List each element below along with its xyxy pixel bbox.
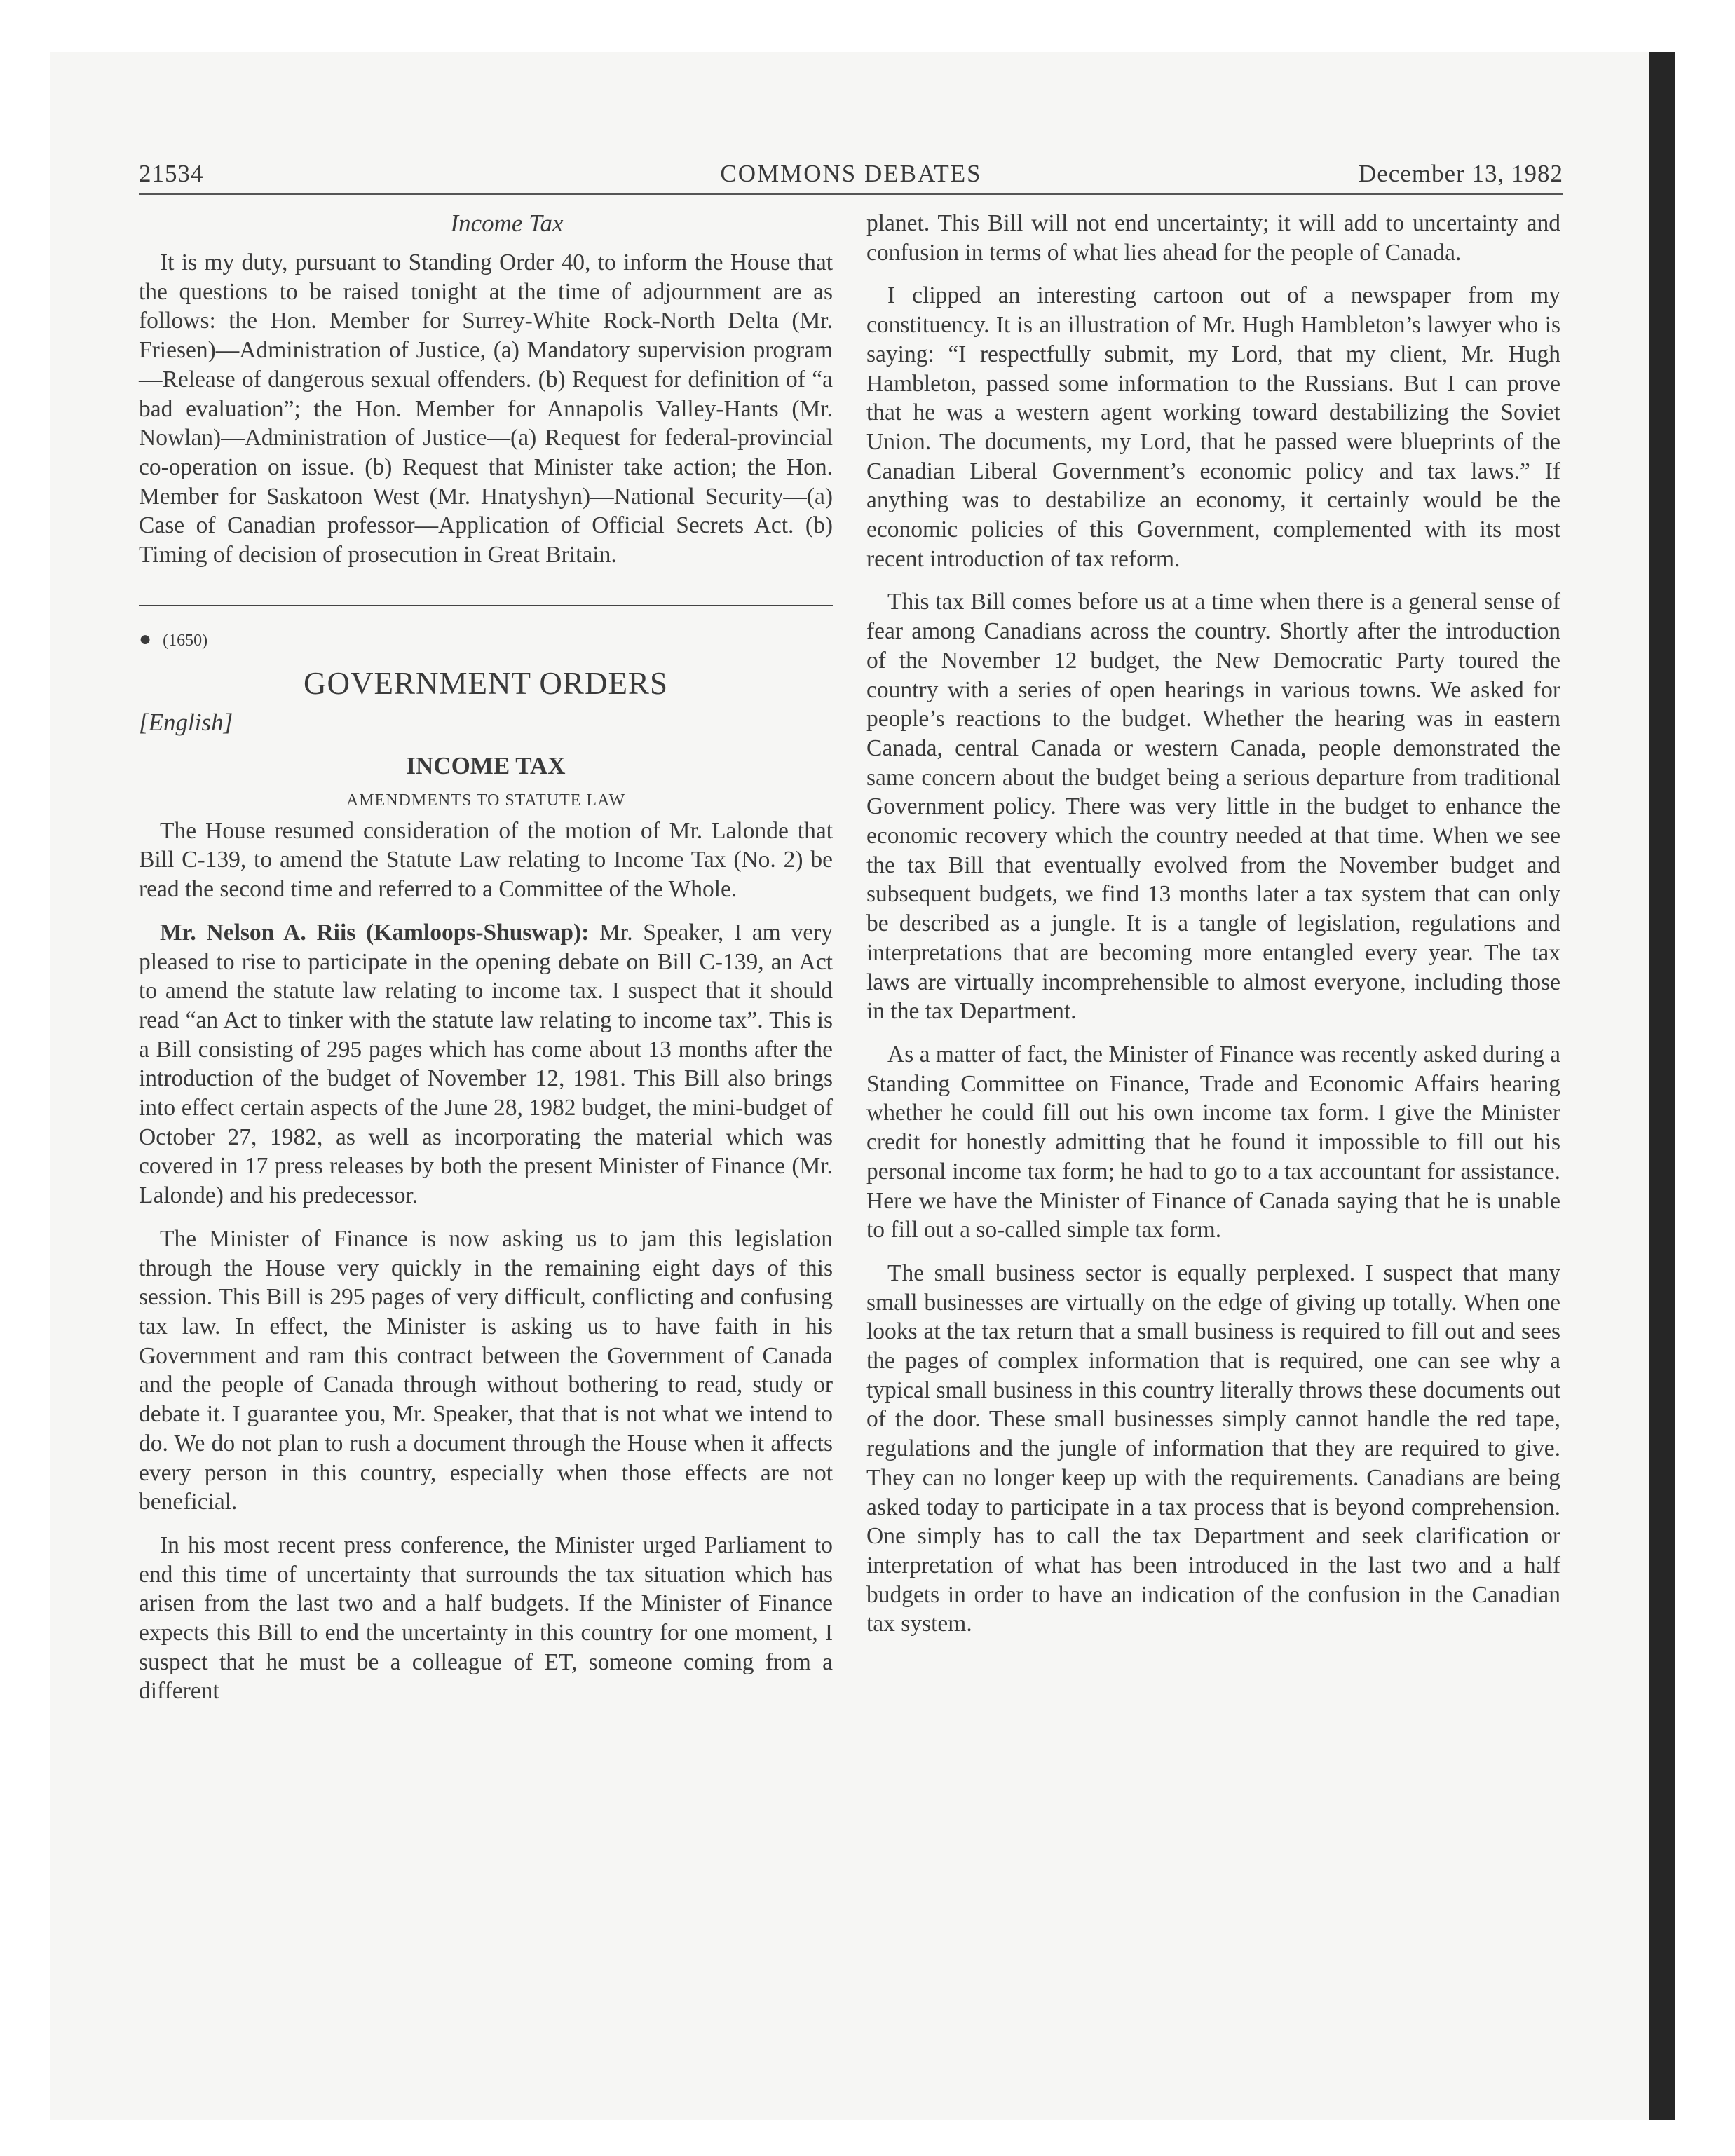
speech-paragraph: In his most recent press conference, the Minister urged Parliament to end this time of uncertainty that surrounds the tax situation which has arisen from the last two and a half budgets. If the Minister of Finance expects this Bill to end the uncertainty in this country for one moment, I suspect that he must be a colleague of ET, someone coming from a different	[139, 1531, 833, 1705]
header-rule	[139, 193, 1563, 195]
issue-date: December 13, 1982	[1358, 160, 1563, 187]
bullet-icon: ●	[139, 627, 152, 650]
language-note: [English]	[139, 708, 233, 736]
speech-paragraph: planet. This Bill will not end uncertainty; it will add to uncertainty and confusion in terms of what lies ahead for the people of Canada.	[866, 210, 1560, 266]
page-number: 21534	[139, 160, 204, 187]
section-label: Income Tax	[450, 210, 564, 237]
speech-paragraph: This tax Bill comes before us at a time when there is a general sense of fear among Canadians across the country. Shortly after the introduction of the November 12 budget, the New Democratic Party toured the country with a series of open hearings in various towns. We asked for people’s reactions to the budget. Whether the hearing was in eastern Canada, central Canada or western Canada, people demonstrated the same concern about the budget being a serious departure from traditional Government policy. There was very little in the budget to enhance the economic recovery which the country needed at that time. When we see the tax Bill that eventually evolved from the November budget and subsequent budgets, we find 13 months later a tax system that can only be described as a jungle. It is a tangle of legislation, regulations and interpretations that are becoming more entangled every year. The tax laws are virtually incomprehensible to almost everyone, including those in the tax Department.	[866, 589, 1560, 1025]
time-marker-text: (1650)	[163, 631, 208, 650]
speech-paragraph: The Minister of Finance is now asking us to jam this legislation through the House very quickly in the remaining eight days of this session. This Bill is 295 pages of very difficult, conflicting and confusing tax law. In effect, the Minister is asking us to have faith in his Government and ram this contract between the Government of Canada and the people of Canada through without bothering to read, study or debate it. I guarantee you, Mr. Speaker, that that is not what we intend to do. We do not plan to rush a document through the House when it affects every person in this country, especially when those effects are not beneficial.	[139, 1225, 833, 1515]
left-column	[139, 209, 833, 1720]
speech-text: Mr. Speaker, I am very pleased to rise to participate in the opening debate on Bill C-139, an Act to amend the statute law relating to income tax. I suspect that it should read “an Act to tinker with the statute law relating to income tax”. This is a Bill consisting of 295 pages which has come about 13 months after the introduction of the budget of November 12, 1981. This Bill also brings into effect certain aspects of the June 28, 1982 budget, the mini-budget of October 27, 1982, as well as incorporating the material which was covered in 17 press releases by both the present Minister of Finance (Mr. Lalonde) and his predecessor.	[139, 919, 833, 1209]
scan-edge-shadow	[1649, 52, 1675, 2120]
subject-subheading: AMENDMENTS TO STATUTE LAW	[346, 791, 626, 810]
section-separator	[139, 605, 833, 606]
right-column	[866, 209, 1560, 1653]
adjournment-notice-paragraph: It is my duty, pursuant to Standing Order 40, to inform the House that the questions to be raised tonight at the time of adjournment are as follows: the Hon. Member for Surrey-White Rock-North Delta (Mr. Friesen)—Administration of Justice, (a) Mandatory supervision program—Release of dangerous sexual offenders. (b) Request for definition of “a bad evaluation”; the Hon. Member for Annapolis Valley-Hants (Mr. Nowlan)—Administration of Justice—(a) Request for federal-provincial co-operation on issue. (b) Request that Minister take action; the Hon. Member for Saskatoon West (Mr. Hnatyshyn)—National Security—(a) Case of Canadian professor—Application of Official Secrets Act. (b) Timing of decision of prosecution in Great Britain.	[139, 250, 833, 568]
running-header	[139, 160, 1563, 193]
speech-paragraph: As a matter of fact, the Minister of Finance was recently asked during a Standing Committee on Finance, Trade and Economic Affairs hearing whether he could fill out his own income tax form. I give the Minister credit for honestly admitting that he found it impossible to fill out his personal income tax form; he had to go to a tax accountant for assistance. Here we have the Minister of Finance of Canada saying that he is unable to fill out a so-called simple tax form.	[866, 1041, 1561, 1243]
time-marker	[139, 629, 833, 651]
publication-title: COMMONS DEBATES	[720, 160, 982, 187]
motion-paragraph: The House resumed consideration of the motion of Mr. Lalonde that Bill C-139, to amend the Statute Law relating to Income Tax (No. 2) be read the second time and referred to a Committee of the Whole.	[139, 817, 833, 903]
speaker-name: Mr. Nelson A. Riis (Kamloops-Shuswap):	[160, 919, 590, 946]
speech-paragraph	[139, 918, 833, 1210]
speech-paragraph: I clipped an interesting cartoon out of a newspaper from my constituency. It is an illustration of Mr. Hugh Hambleton’s lawyer who is saying: “I respectfully submit, my Lord, that my client, Mr. Hugh Hambleton, passed some information to the Russians. But I can prove that he was a western agent working toward destabilizing the Soviet Union. The documents, my Lord, that he passed were blueprints of the Canadian Liberal Government’s economic policy and tax laws.” If anything was to destabilize an economy, it certainly would be the economic policies of this Government, complemented with its most recent introduction of tax reform.	[866, 282, 1560, 572]
orders-heading: GOVERNMENT ORDERS	[304, 665, 668, 701]
speech-paragraph: The small business sector is equally perplexed. I suspect that many small businesses are virtually on the edge of giving up totally. When one looks at the tax return that a small business is required to fill out and sees the pages of complex information that is required, one can see why a typical small business in this country literally throws these documents out of the door. These small businesses simply cannot handle the red tape, regulations and the jungle of information that they are required to give. They can no longer keep up with the requirements. Canadians are being asked today to participate in a tax process that is beyond comprehension. One simply has to call the tax Department and seek clarification or interpretation of what has been introduced in the last two and a half budgets in order to have an indication of the confusion in the Canadian tax system.	[866, 1260, 1560, 1637]
subject-heading: INCOME TAX	[406, 751, 566, 779]
